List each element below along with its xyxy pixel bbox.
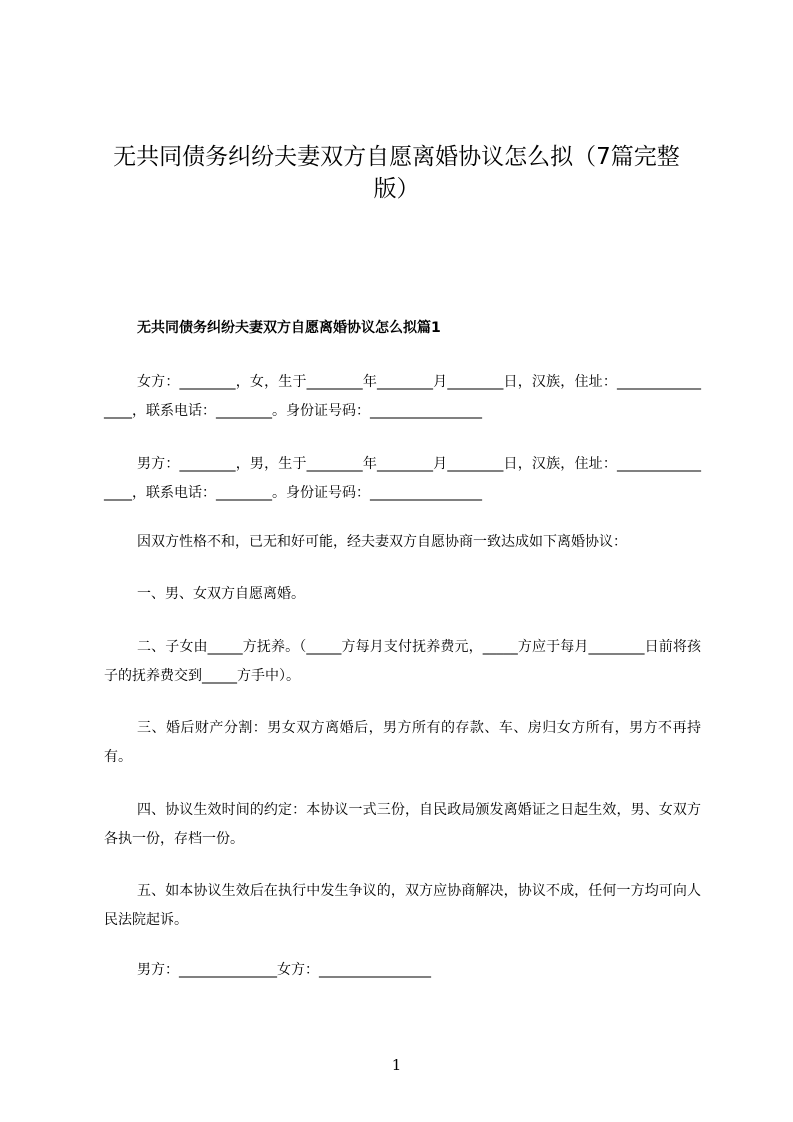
clause-3-property: 三、婚后财产分割：男女双方离婚后，男方所有的存款、车、房归女方所有，男方不再持有。 (104, 720, 701, 765)
party-female-info: 女方：________，女，生于________年________月________日，汉族，住址：________________，联系电话：________。身份证号码：________________ (104, 374, 701, 419)
party-male-info: 男方：________，男，生于________年________月________日，汉族，住址：________________，联系电话：________。身份证号码：________________ (104, 456, 701, 501)
page-number: 1 (391, 1056, 402, 1074)
clause-5-disputes: 五、如本协议生效后在执行中发生争议的，双方应协商解决，协议不成，任何一方均可向人民法院起诉。 (104, 883, 701, 928)
clause-2-custody: 二、子女由_____方抚养。（_____方每月支付抚养费元，_____方应于每月________日前将孩子的抚养费交到_____方手中）。 (104, 639, 701, 684)
clause-1-divorce: 一、男、女双方自愿离婚。 (137, 586, 305, 602)
agreement-preamble: 因双方性格不和，已无和好可能，经夫妻双方自愿协商一致达成如下离婚协议： (137, 534, 627, 550)
signature-line: 男方：______________女方：________________ (137, 962, 431, 978)
clause-4-effective-date: 四、协议生效时间的约定：本协议一式三份，自民政局颁发离婚证之日起生效，男、女双方各执一份，存档一份。 (104, 802, 701, 847)
section-heading: 无共同债务纠纷夫妻双方自愿离婚协议怎么拟篇1 (137, 320, 441, 336)
document-title: 无共同债务纠纷夫妻双方自愿离婚协议怎么拟（7篇完整版） (113, 144, 680, 202)
